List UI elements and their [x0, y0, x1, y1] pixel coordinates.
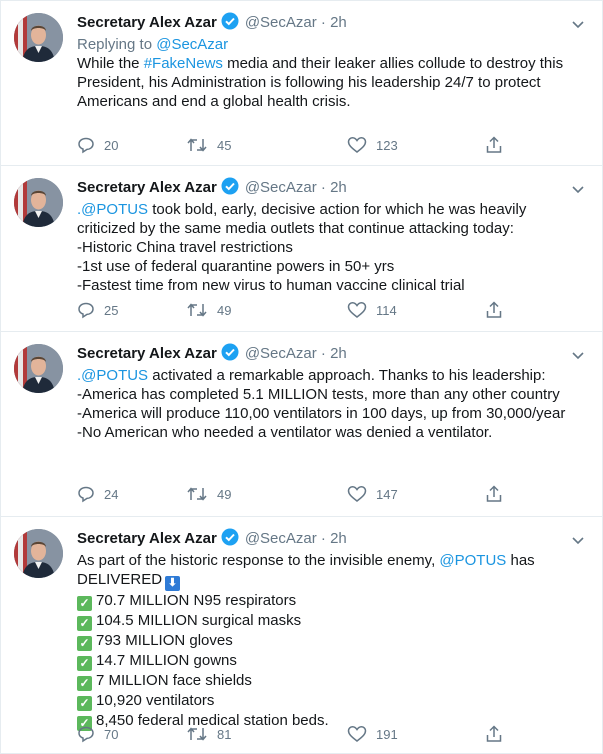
tweet-text	[77, 551, 588, 731]
list-item-text: 104.5 MILLION surgical masks	[96, 612, 302, 629]
share-button[interactable]	[485, 301, 512, 321]
like-icon	[347, 485, 367, 503]
mention-link[interactable]: @POTUS	[439, 552, 507, 569]
retweet-button[interactable]	[186, 725, 231, 745]
separator-dot: ·	[320, 14, 326, 31]
like-count: 114	[376, 303, 397, 318]
handle[interactable]: @SecAzar	[244, 530, 317, 547]
avatar[interactable]	[14, 344, 63, 393]
tweet-1[interactable]	[1, 1, 602, 166]
list-item-text: 793 MILLION gloves	[96, 632, 233, 649]
tweet-text	[77, 200, 588, 295]
share-icon	[485, 301, 503, 319]
list-item-text: 8,450 federal medical station beds.	[96, 712, 329, 729]
tweet-header	[77, 342, 588, 366]
replying-to	[77, 35, 588, 54]
hashtag-link[interactable]: #FakeNews	[143, 55, 223, 72]
list-item	[77, 631, 588, 651]
separator-dot: ·	[320, 345, 326, 362]
tweet-header	[77, 11, 588, 35]
retweet-button[interactable]	[186, 301, 231, 321]
text-line: -1st use of federal quarantine powers in 50+ yrs	[77, 258, 395, 275]
text-line: -America will produce 110,00 ventilators in 100 days, up from 30,000/year	[77, 405, 566, 422]
check-mark-emoji-icon: ✓	[77, 716, 92, 731]
mention-link[interactable]: .@POTUS	[77, 367, 149, 384]
retweet-button[interactable]	[186, 485, 231, 505]
share-icon	[485, 725, 503, 743]
reply-icon	[77, 485, 95, 503]
share-button[interactable]	[485, 136, 512, 156]
text-line: -Fastest time from new virus to human vaccine clinical trial	[77, 277, 465, 294]
text-line: -Historic China travel restrictions	[77, 239, 293, 256]
like-button[interactable]	[347, 725, 398, 745]
text-line: activated a remarkable approach. Thanks to his leadership:	[148, 367, 546, 384]
separator-dot: ·	[320, 530, 326, 547]
handle[interactable]: @SecAzar	[244, 345, 317, 362]
reply-count: 70	[104, 727, 119, 742]
separator-dot: ·	[320, 179, 326, 196]
reply-count: 24	[104, 487, 119, 502]
handle[interactable]: @SecAzar	[244, 14, 317, 31]
avatar[interactable]	[14, 178, 63, 227]
text-part: has DELIVERED	[77, 552, 539, 588]
reply-button[interactable]	[77, 136, 118, 156]
like-count: 191	[376, 727, 398, 742]
avatar[interactable]	[14, 529, 63, 578]
like-count: 147	[376, 487, 398, 502]
chevron-down-icon[interactable]	[572, 13, 584, 37]
list-item	[77, 651, 588, 671]
replying-to-handle[interactable]: @SecAzar	[156, 36, 229, 53]
reply-button[interactable]	[77, 301, 118, 321]
display-name[interactable]: Secretary Alex Azar	[77, 14, 217, 31]
retweet-icon	[186, 301, 208, 319]
timestamp[interactable]: 2h	[330, 530, 347, 547]
retweet-icon	[186, 136, 208, 154]
avatar[interactable]	[14, 13, 63, 62]
display-name[interactable]: Secretary Alex Azar	[77, 345, 217, 362]
display-name[interactable]: Secretary Alex Azar	[77, 530, 217, 547]
reply-icon	[77, 725, 95, 743]
retweet-button[interactable]	[186, 136, 231, 156]
timestamp[interactable]: 2h	[330, 14, 347, 31]
share-icon	[485, 485, 503, 503]
list-item-text: 14.7 MILLION gowns	[96, 652, 237, 669]
text-part: While the	[77, 55, 144, 72]
tweet-3[interactable]	[1, 332, 602, 517]
replying-to-label: Replying to	[77, 36, 157, 53]
timestamp[interactable]: 2h	[330, 345, 347, 362]
list-item	[77, 691, 588, 711]
reply-icon	[77, 301, 95, 319]
list-item	[77, 591, 588, 611]
share-button[interactable]	[485, 485, 512, 505]
list-item-text: 10,920 ventilators	[96, 692, 215, 709]
text-part: As part of the historic response to the invisible enemy,	[77, 552, 440, 569]
reply-count: 20	[104, 138, 119, 153]
text-line: -America has completed 5.1 MILLION tests, more than any other country	[77, 386, 560, 403]
tweet-header	[77, 176, 588, 200]
like-icon	[347, 725, 367, 743]
down-arrow-emoji-icon: ⬇	[165, 576, 180, 591]
display-name[interactable]: Secretary Alex Azar	[77, 179, 217, 196]
like-icon	[347, 301, 367, 319]
text-line: took bold, early, decisive action for which he was heavily criticized by the same media outlets that continue attacking today:	[77, 201, 531, 237]
retweet-icon	[186, 485, 208, 503]
share-icon	[485, 136, 503, 154]
reply-count: 25	[104, 303, 119, 318]
check-mark-emoji-icon: ✓	[77, 656, 92, 671]
check-mark-emoji-icon: ✓	[77, 636, 92, 651]
check-mark-emoji-icon: ✓	[77, 696, 92, 711]
tweet-header	[77, 527, 588, 551]
list-item-text: 70.7 MILLION N95 respirators	[96, 592, 297, 609]
like-count: 123	[376, 138, 398, 153]
text-part: media and their leaker allies collude to destroy this President, his Administration is following his leadership 24/7 to protect Americans and end a global health crisis.	[77, 55, 568, 110]
like-button[interactable]	[347, 136, 398, 156]
reply-icon	[77, 136, 95, 154]
tweet-text	[77, 54, 588, 111]
mention-link[interactable]: .@POTUS	[77, 201, 149, 218]
like-icon	[347, 136, 367, 154]
chevron-down-icon[interactable]	[572, 178, 584, 202]
list-item	[77, 671, 588, 691]
tweet-actions	[77, 725, 507, 745]
tweet-2[interactable]	[1, 166, 602, 332]
share-button[interactable]	[485, 725, 512, 745]
retweet-icon	[186, 725, 208, 743]
tweet-actions	[77, 301, 507, 321]
check-mark-emoji-icon: ✓	[77, 616, 92, 631]
text-line: -No American who needed a ventilator was denied a ventilator.	[77, 424, 493, 441]
like-button[interactable]	[347, 485, 398, 505]
reply-button[interactable]	[77, 485, 118, 505]
retweet-count: 49	[217, 487, 232, 502]
handle[interactable]: @SecAzar	[244, 179, 317, 196]
tweet-actions	[77, 485, 507, 505]
check-mark-emoji-icon: ✓	[77, 596, 92, 611]
like-button[interactable]	[347, 301, 397, 321]
reply-button[interactable]	[77, 725, 118, 745]
list-item-text: 7 MILLION face shields	[96, 672, 252, 689]
retweet-count: 81	[217, 727, 232, 742]
tweet-text	[77, 366, 588, 442]
chevron-down-icon[interactable]	[572, 529, 584, 553]
chevron-down-icon[interactable]	[572, 344, 584, 368]
timestamp[interactable]: 2h	[330, 179, 347, 196]
check-mark-emoji-icon: ✓	[77, 676, 92, 691]
list-item	[77, 611, 588, 631]
tweet-4[interactable]	[1, 517, 602, 753]
retweet-count: 45	[217, 138, 232, 153]
tweet-actions	[77, 136, 507, 156]
retweet-count: 49	[217, 303, 232, 318]
